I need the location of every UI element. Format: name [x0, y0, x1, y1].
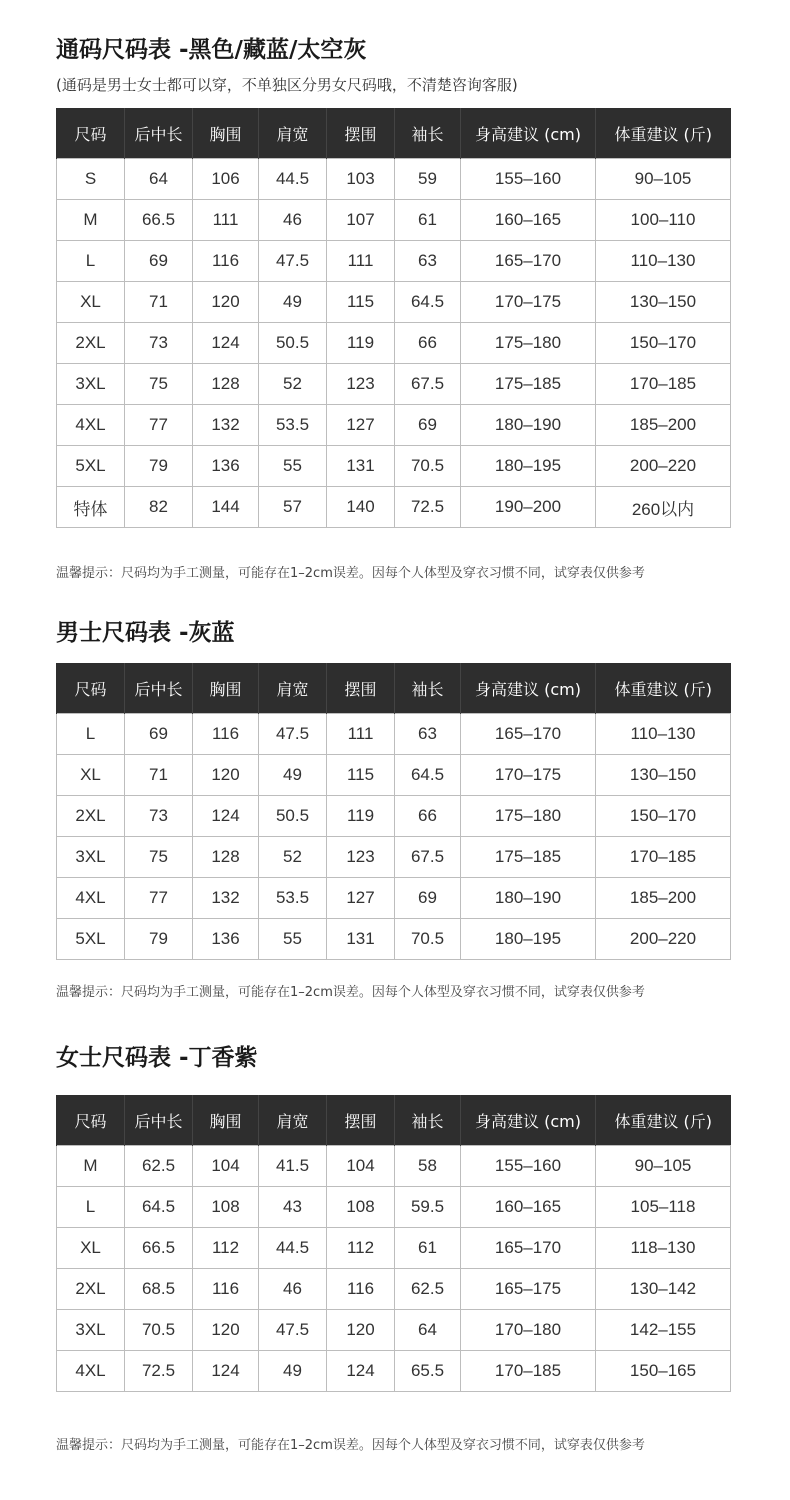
table-cell: 43	[259, 1187, 327, 1228]
table-cell: 103	[327, 159, 395, 200]
table-cell: 140	[327, 487, 395, 528]
table-cell: 41.5	[259, 1146, 327, 1187]
column-header: 胸围	[193, 1095, 259, 1146]
table-cell: 185–200	[596, 878, 731, 919]
table-cell: 200–220	[596, 919, 731, 960]
table-cell: 170–185	[596, 364, 731, 405]
table-cell: 53.5	[259, 878, 327, 919]
table-cell: 142–155	[596, 1310, 731, 1351]
unisex-size-subtitle: (通码是男士女士都可以穿，不单独区分男女尺码哦，不清楚咨询客服)	[56, 76, 518, 94]
column-header: 肩宽	[259, 108, 327, 159]
table-cell: 79	[125, 446, 193, 487]
women-size-note: 温馨提示：尺码均为手工测量，可能存在1–2cm误差。因每个人体型及穿衣习惯不同，试穿表仅供参考	[56, 1438, 645, 1453]
table-cell: 61	[395, 1228, 461, 1269]
table-row	[57, 200, 731, 241]
table-cell: 111	[193, 200, 259, 241]
table-cell: 72.5	[395, 487, 461, 528]
size-label-cell: L	[57, 714, 125, 755]
men-size-note: 温馨提示：尺码均为手工测量，可能存在1–2cm误差。因每个人体型及穿衣习惯不同，试穿表仅供参考	[56, 985, 645, 1000]
table-cell: 160–165	[461, 200, 596, 241]
column-header: 袖长	[395, 663, 461, 714]
table-cell: 69	[125, 714, 193, 755]
table-cell: 58	[395, 1146, 461, 1187]
table-cell: 105–118	[596, 1187, 731, 1228]
unisex-size-section	[56, 34, 730, 581]
table-cell: 170–180	[461, 1310, 596, 1351]
column-header: 袖长	[395, 108, 461, 159]
table-cell: 120	[193, 282, 259, 323]
column-header: 肩宽	[259, 663, 327, 714]
table-cell: 68.5	[125, 1269, 193, 1310]
size-label-cell: XL	[57, 1228, 125, 1269]
table-cell: 175–185	[461, 837, 596, 878]
size-label-cell: XL	[57, 755, 125, 796]
table-cell: 49	[259, 282, 327, 323]
table-cell: 90–105	[596, 1146, 731, 1187]
table-cell: 200–220	[596, 446, 731, 487]
table-cell: 108	[327, 1187, 395, 1228]
table-cell: 107	[327, 200, 395, 241]
table-row	[57, 1351, 731, 1392]
column-header: 袖长	[395, 1095, 461, 1146]
table-row	[57, 487, 731, 528]
size-label-cell: 4XL	[57, 405, 125, 446]
size-label-cell: 2XL	[57, 796, 125, 837]
table-cell: 75	[125, 364, 193, 405]
table-cell: 66.5	[125, 1228, 193, 1269]
table-cell: 46	[259, 200, 327, 241]
table-cell: 50.5	[259, 796, 327, 837]
size-label-cell: 5XL	[57, 446, 125, 487]
table-cell: 44.5	[259, 159, 327, 200]
table-cell: 55	[259, 919, 327, 960]
table-cell: 116	[193, 1269, 259, 1310]
table-cell: 130–150	[596, 282, 731, 323]
table-cell: 104	[193, 1146, 259, 1187]
table-row	[57, 405, 731, 446]
table-cell: 71	[125, 282, 193, 323]
size-label-cell: 3XL	[57, 364, 125, 405]
table-cell: 150–165	[596, 1351, 731, 1392]
table-cell: 64.5	[395, 755, 461, 796]
table-row	[57, 878, 731, 919]
table-cell: 47.5	[259, 1310, 327, 1351]
table-cell: 62.5	[395, 1269, 461, 1310]
table-cell: 57	[259, 487, 327, 528]
size-label-cell: 2XL	[57, 1269, 125, 1310]
table-cell: 170–185	[596, 837, 731, 878]
table-cell: 110–130	[596, 241, 731, 282]
table-cell: 52	[259, 837, 327, 878]
size-label-cell: 3XL	[57, 1310, 125, 1351]
table-cell: 77	[125, 878, 193, 919]
table-cell: 175–180	[461, 796, 596, 837]
table-cell: 123	[327, 837, 395, 878]
table-cell: 175–180	[461, 323, 596, 364]
table-row	[57, 919, 731, 960]
size-label-cell: S	[57, 159, 125, 200]
table-cell: 132	[193, 405, 259, 446]
table-cell: 110–130	[596, 714, 731, 755]
table-cell: 180–195	[461, 919, 596, 960]
column-header: 胸围	[193, 108, 259, 159]
size-label-cell: M	[57, 200, 125, 241]
table-cell: 111	[327, 714, 395, 755]
size-label-cell: L	[57, 1187, 125, 1228]
table-cell: 116	[327, 1269, 395, 1310]
table-row	[57, 1146, 731, 1187]
table-cell: 59	[395, 159, 461, 200]
table-cell: 73	[125, 796, 193, 837]
size-label-cell: 4XL	[57, 878, 125, 919]
table-cell: 112	[193, 1228, 259, 1269]
table-row	[57, 364, 731, 405]
table-cell: 100–110	[596, 200, 731, 241]
size-label-cell: XL	[57, 282, 125, 323]
table-cell: 70.5	[125, 1310, 193, 1351]
table-cell: 64.5	[125, 1187, 193, 1228]
table-row	[57, 1310, 731, 1351]
table-cell: 160–165	[461, 1187, 596, 1228]
table-cell: 52	[259, 364, 327, 405]
table-cell: 260以内	[596, 487, 731, 528]
table-cell: 130–150	[596, 755, 731, 796]
table-row	[57, 1228, 731, 1269]
table-cell: 124	[193, 323, 259, 364]
unisex-size-title: 通码尺码表 -黑色/藏蓝/太空灰	[56, 37, 367, 63]
column-header: 尺码	[57, 1095, 125, 1146]
column-header: 后中长	[125, 108, 193, 159]
women-size-section	[56, 1042, 730, 1453]
table-cell: 106	[193, 159, 259, 200]
table-cell: 72.5	[125, 1351, 193, 1392]
men-size-table	[56, 663, 731, 960]
table-cell: 67.5	[395, 837, 461, 878]
table-row	[57, 323, 731, 364]
table-cell: 64.5	[395, 282, 461, 323]
table-row	[57, 1187, 731, 1228]
unisex-size-table	[56, 108, 731, 528]
size-label-cell: 4XL	[57, 1351, 125, 1392]
table-cell: 62.5	[125, 1146, 193, 1187]
table-row	[57, 1269, 731, 1310]
column-header: 后中长	[125, 1095, 193, 1146]
table-cell: 67.5	[395, 364, 461, 405]
table-cell: 131	[327, 919, 395, 960]
table-cell: 63	[395, 714, 461, 755]
table-cell: 70.5	[395, 919, 461, 960]
table-cell: 64	[125, 159, 193, 200]
table-cell: 49	[259, 1351, 327, 1392]
men-size-section	[56, 617, 730, 1000]
column-header: 体重建议 (斤)	[596, 663, 731, 714]
table-cell: 130–142	[596, 1269, 731, 1310]
size-label-cell: M	[57, 1146, 125, 1187]
table-cell: 115	[327, 755, 395, 796]
table-cell: 155–160	[461, 1146, 596, 1187]
table-cell: 59.5	[395, 1187, 461, 1228]
table-row	[57, 714, 731, 755]
table-cell: 170–185	[461, 1351, 596, 1392]
column-header: 尺码	[57, 663, 125, 714]
table-cell: 132	[193, 878, 259, 919]
table-row	[57, 282, 731, 323]
table-cell: 108	[193, 1187, 259, 1228]
column-header: 胸围	[193, 663, 259, 714]
unisex-size-note: 温馨提示：尺码均为手工测量，可能存在1–2cm误差。因每个人体型及穿衣习惯不同，试穿表仅供参考	[56, 566, 645, 581]
table-cell: 69	[395, 878, 461, 919]
column-header: 后中长	[125, 663, 193, 714]
table-cell: 104	[327, 1146, 395, 1187]
table-cell: 71	[125, 755, 193, 796]
table-cell: 115	[327, 282, 395, 323]
column-header: 肩宽	[259, 1095, 327, 1146]
table-cell: 165–170	[461, 714, 596, 755]
table-cell: 180–190	[461, 405, 596, 446]
table-cell: 44.5	[259, 1228, 327, 1269]
table-cell: 120	[327, 1310, 395, 1351]
table-cell: 63	[395, 241, 461, 282]
table-cell: 79	[125, 919, 193, 960]
table-cell: 127	[327, 405, 395, 446]
table-cell: 116	[193, 241, 259, 282]
table-cell: 65.5	[395, 1351, 461, 1392]
table-cell: 49	[259, 755, 327, 796]
table-header-row	[57, 1095, 731, 1146]
column-header: 摆围	[327, 108, 395, 159]
table-row	[57, 755, 731, 796]
table-row	[57, 241, 731, 282]
women-size-table	[56, 1095, 731, 1392]
women-size-title: 女士尺码表 -丁香紫	[56, 1045, 258, 1071]
table-cell: 131	[327, 446, 395, 487]
table-cell: 136	[193, 446, 259, 487]
table-cell: 144	[193, 487, 259, 528]
table-cell: 69	[125, 241, 193, 282]
table-row	[57, 837, 731, 878]
table-cell: 128	[193, 837, 259, 878]
table-cell: 70.5	[395, 446, 461, 487]
table-header-row	[57, 663, 731, 714]
table-row	[57, 159, 731, 200]
column-header: 体重建议 (斤)	[596, 108, 731, 159]
column-header: 摆围	[327, 1095, 395, 1146]
size-label-cell: 3XL	[57, 837, 125, 878]
table-cell: 111	[327, 241, 395, 282]
table-cell: 64	[395, 1310, 461, 1351]
table-cell: 165–170	[461, 1228, 596, 1269]
table-cell: 47.5	[259, 714, 327, 755]
table-cell: 136	[193, 919, 259, 960]
table-cell: 175–185	[461, 364, 596, 405]
table-cell: 69	[395, 405, 461, 446]
table-cell: 75	[125, 837, 193, 878]
table-cell: 118–130	[596, 1228, 731, 1269]
table-cell: 124	[193, 1351, 259, 1392]
table-cell: 119	[327, 796, 395, 837]
table-cell: 66	[395, 323, 461, 364]
table-cell: 116	[193, 714, 259, 755]
column-header: 身高建议 (cm)	[461, 1095, 596, 1146]
table-cell: 90–105	[596, 159, 731, 200]
size-label-cell: L	[57, 241, 125, 282]
table-cell: 124	[193, 796, 259, 837]
table-cell: 47.5	[259, 241, 327, 282]
column-header: 尺码	[57, 108, 125, 159]
table-header-row	[57, 108, 731, 159]
column-header: 身高建议 (cm)	[461, 663, 596, 714]
table-cell: 165–175	[461, 1269, 596, 1310]
table-cell: 120	[193, 1310, 259, 1351]
table-cell: 66	[395, 796, 461, 837]
table-cell: 190–200	[461, 487, 596, 528]
table-cell: 180–190	[461, 878, 596, 919]
table-cell: 150–170	[596, 796, 731, 837]
table-cell: 112	[327, 1228, 395, 1269]
men-size-title: 男士尺码表 -灰蓝	[56, 620, 235, 646]
size-label-cell: 2XL	[57, 323, 125, 364]
table-cell: 185–200	[596, 405, 731, 446]
table-cell: 66.5	[125, 200, 193, 241]
table-cell: 120	[193, 755, 259, 796]
table-row	[57, 446, 731, 487]
column-header: 体重建议 (斤)	[596, 1095, 731, 1146]
table-cell: 46	[259, 1269, 327, 1310]
table-cell: 150–170	[596, 323, 731, 364]
table-cell: 55	[259, 446, 327, 487]
size-label-cell: 特体	[57, 487, 125, 528]
table-cell: 119	[327, 323, 395, 364]
table-cell: 170–175	[461, 755, 596, 796]
table-cell: 128	[193, 364, 259, 405]
table-cell: 123	[327, 364, 395, 405]
table-cell: 165–170	[461, 241, 596, 282]
table-row	[57, 796, 731, 837]
table-cell: 77	[125, 405, 193, 446]
table-cell: 53.5	[259, 405, 327, 446]
table-cell: 50.5	[259, 323, 327, 364]
table-cell: 82	[125, 487, 193, 528]
table-cell: 180–195	[461, 446, 596, 487]
column-header: 身高建议 (cm)	[461, 108, 596, 159]
table-cell: 73	[125, 323, 193, 364]
size-label-cell: 5XL	[57, 919, 125, 960]
table-cell: 124	[327, 1351, 395, 1392]
table-cell: 61	[395, 200, 461, 241]
table-cell: 170–175	[461, 282, 596, 323]
table-cell: 127	[327, 878, 395, 919]
column-header: 摆围	[327, 663, 395, 714]
table-cell: 155–160	[461, 159, 596, 200]
